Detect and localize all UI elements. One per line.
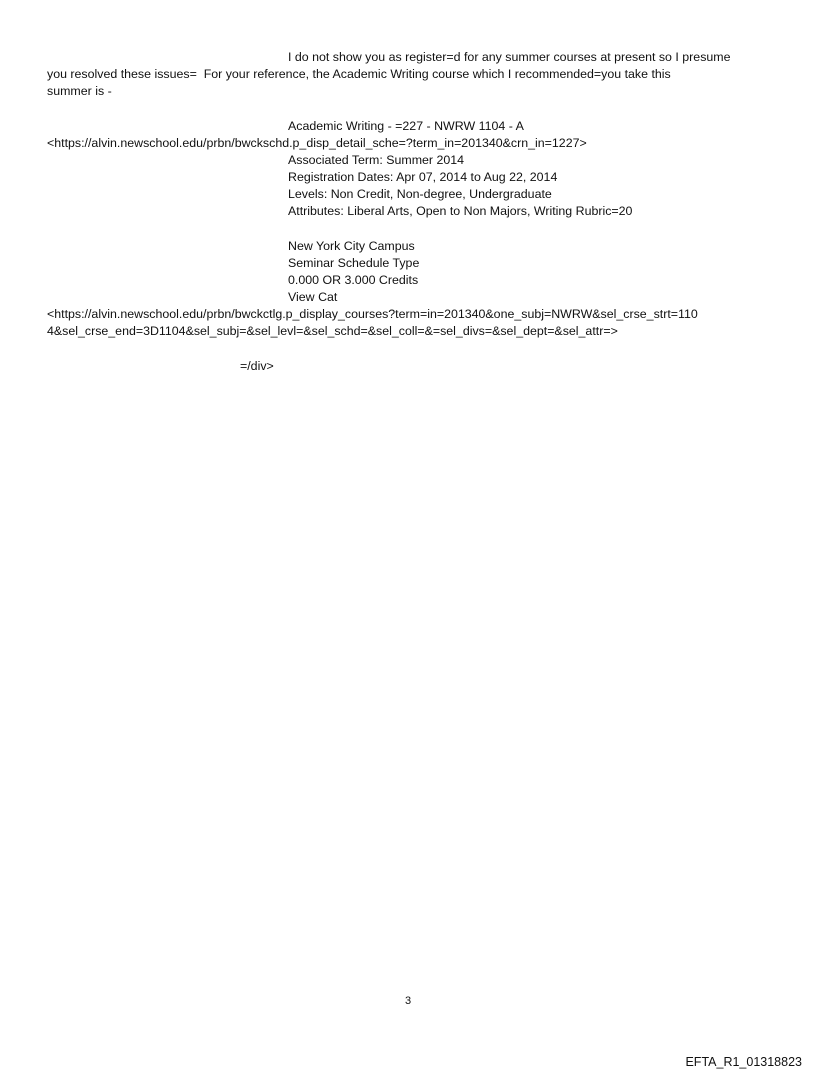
catalog-link-line: 4&sel_crse_end=3D1104&sel_subj=&sel_levl=&sel_schd=&sel_coll=&=sel_divs=&sel_dept=&sel_attr=> (47, 324, 618, 338)
document-id: EFTA_R1_01318823 (685, 1055, 802, 1069)
view-catalog: View Cat (288, 290, 338, 304)
catalog-link-line: <https://alvin.newschool.edu/prbn/bwckctlg.p_display_courses?term=in=201340&one_subj=NWRW&sel_crse_strt=110 (47, 307, 698, 321)
credits: 0.000 OR 3.000 Credits (288, 273, 419, 287)
campus: New York City Campus (288, 239, 415, 253)
schedule-type: Seminar Schedule Type (288, 256, 420, 270)
course-attributes: Attributes: Liberal Arts, Open to Non Majors, Writing Rubric=20 (288, 204, 633, 218)
email-body-line: summer is - (47, 84, 112, 98)
course-detail-link: <https://alvin.newschool.edu/prbn/bwckschd.p_disp_detail_sche=?term_in=201340&crn_in=1227> (47, 136, 587, 150)
email-body-line: you resolved these issues= For your reference, the Academic Writing course which I recommended=you take this (47, 67, 671, 81)
course-levels: Levels: Non Credit, Non-degree, Undergraduate (288, 187, 552, 201)
email-body-line: I do not show you as register=d for any summer courses at present so I presume (288, 50, 731, 64)
div-close-text: =/div> (240, 359, 274, 373)
page-number: 3 (404, 995, 412, 1007)
associated-term: Associated Term: Summer 2014 (288, 153, 465, 167)
registration-dates: Registration Dates: Apr 07, 2014 to Aug 22, 2014 (288, 170, 558, 184)
course-title: Academic Writing - =227 - NWRW 1104 - A (288, 119, 524, 133)
